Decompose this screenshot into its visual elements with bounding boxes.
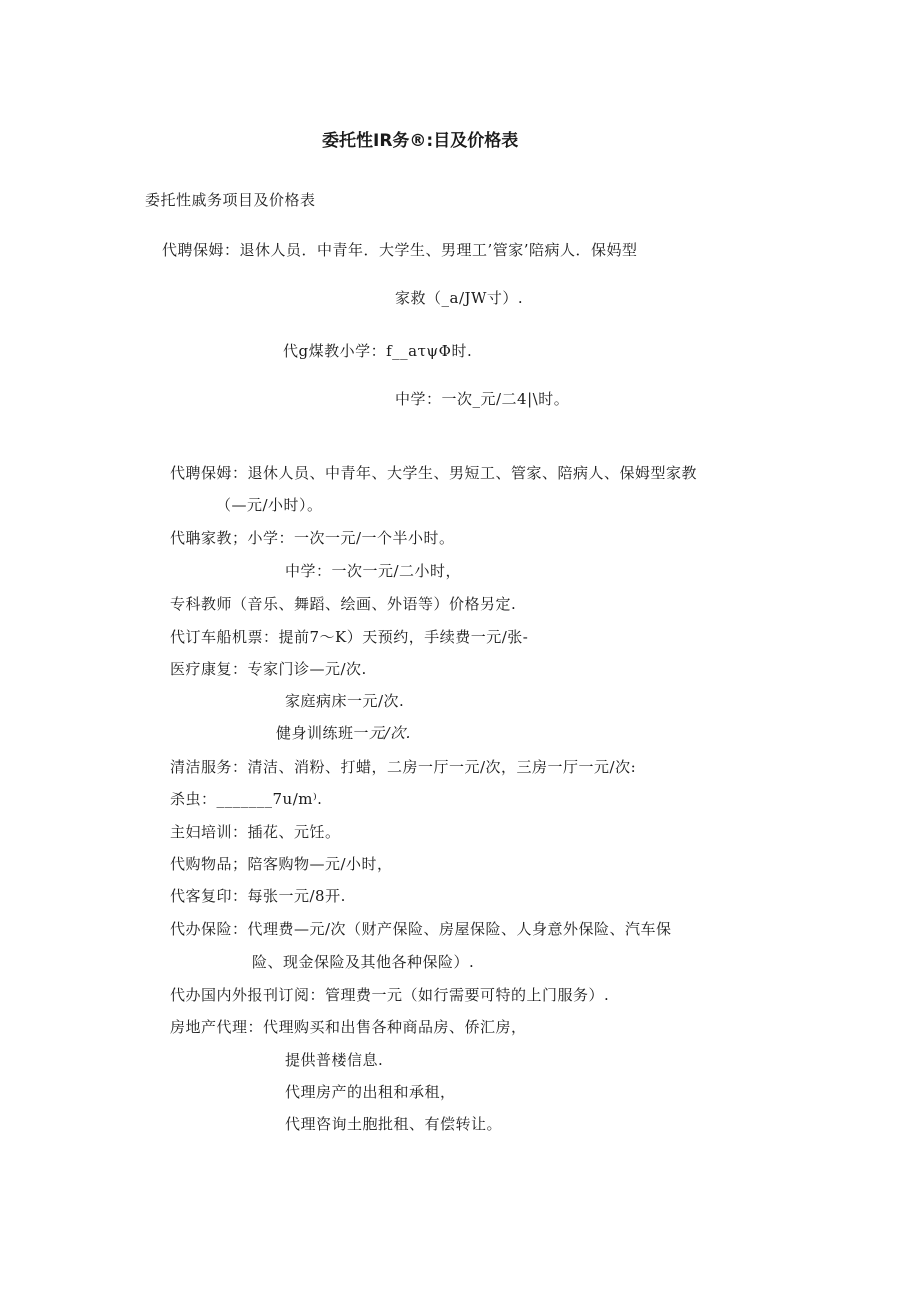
item-real-estate-info: 提供普楼信息. [285, 1051, 384, 1069]
item-newspaper: 代办国内外报刊订阅：管理费一元（如行需要可特的上门服务）. [170, 986, 610, 1004]
item-nanny-price: （—元/小时）。 [216, 496, 323, 514]
garbled-middle-school: 中学：一次_元/二4|\时。 [395, 390, 570, 408]
item-medical-fitness-label: 健身训练班一 [276, 724, 370, 742]
item-medical-bed: 家庭病床一元/次. [285, 692, 405, 710]
item-real-estate: 房地产代理：代理购买和出售各种商品房、侨汇房， [170, 1018, 527, 1036]
item-medical: 医疗康复：专家门诊—元/次. [170, 660, 367, 678]
item-insurance: 代办保险：代理费—元/次（财产保险、房屋保险、人身意外保险、汽车保 [170, 920, 672, 938]
item-nanny: 代聘保姆：退休人员、中青年、大学生、男短工、管家、陪病人、保姆型家教 [170, 464, 698, 482]
page-title: 委托性IR务®:目及价格表 [322, 131, 519, 151]
item-housewife-training: 主妇培训：插花、元饪。 [170, 823, 341, 841]
item-tutor: 代聃家教；小学：一次一元/一个半小时。 [170, 529, 455, 547]
item-medical-fitness [276, 723, 411, 743]
item-real-estate-land: 代理咨询土胞批租、有偿转让。 [285, 1115, 503, 1133]
item-tutor-middle: 中学：一次一元/二小时， [285, 562, 462, 580]
item-cleaning: 清洁服务：清洁、消粉、打蜡，二房一厅一元/次，三房一厅一元/次: [170, 758, 637, 776]
item-insurance-types: 险、现金保险及其他各种保险）. [252, 953, 475, 971]
item-shopping: 代购物品；陪客购物—元/小时， [170, 855, 393, 873]
garbled-tutor-price: 家救（_a/JW寸）. [395, 289, 524, 307]
item-copy: 代客复印：每张一元/8开. [170, 887, 346, 905]
subtitle: 委托性戚务项目及价格表 [145, 191, 316, 209]
item-tickets: 代订车船机票：提前7～K）天预约，手续费一元/张- [170, 628, 529, 646]
garbled-primary-school: 代g煤教小学：f__aτψΦ时. [283, 342, 473, 360]
garbled-nanny-line: 代聘保姆：退休人员．中青年．大学生、男理工’管家’陪病人．保妈型 [162, 241, 638, 259]
item-medical-fitness-price: 元/次. [369, 724, 411, 742]
item-real-estate-rent: 代理房产的出租和承租， [285, 1083, 456, 1101]
item-pest-control: 杀虫：_______7u∕m⁾. [170, 790, 323, 808]
item-specialist-teacher: 专科教师（音乐、舞蹈、绘画、外语等）价格另定. [170, 595, 517, 613]
